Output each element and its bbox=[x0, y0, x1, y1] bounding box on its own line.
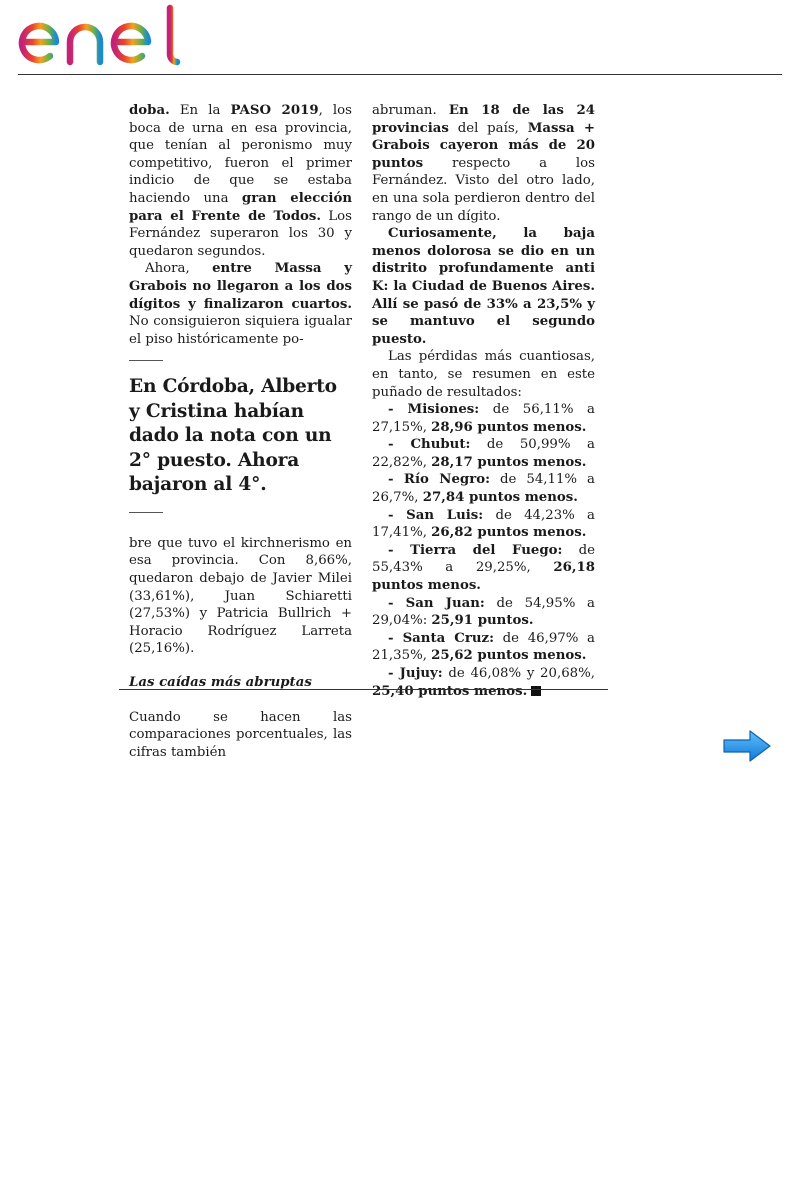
result-loss: 26,18 puntos menos. bbox=[372, 560, 595, 594]
text-run: En 18 de las 24 provincias bbox=[372, 103, 595, 136]
text-run: entre Massa y Grabois no llegaron a los dos dígitos y finalizaron cuartos. bbox=[129, 261, 352, 312]
pull-quote: En Córdoba, Alberto y Cristina habían dado la nota con un 2° puesto. Ahora bajaron al 4°. bbox=[129, 376, 337, 496]
text-run: del país, bbox=[448, 120, 528, 136]
right-paragraph-3: Las pérdidas más cuantiosas, en tanto, se resumen en este puñado de resultados: bbox=[372, 349, 595, 400]
section-subheading: Las caídas más abruptas bbox=[129, 674, 312, 690]
result-range: de 55,43% a 29,25%, bbox=[372, 542, 595, 576]
result-province: - Jujuy: bbox=[388, 666, 443, 681]
result-province: - Chubut: bbox=[388, 437, 471, 453]
result-province: - Misiones: bbox=[388, 402, 480, 418]
result-range: de 44,23% a 17,41%, bbox=[372, 507, 595, 541]
text-run: doba. bbox=[129, 103, 170, 118]
text-run: Los Fernández superaron los 30 y quedaron segundos. bbox=[129, 208, 352, 259]
result-item bbox=[372, 595, 595, 630]
results-list bbox=[372, 401, 595, 700]
result-range: de 54,11% a 26,7%, bbox=[372, 472, 595, 506]
header-divider bbox=[18, 74, 782, 75]
text-run: No consiguieron siquiera igualar el piso históricamente po- bbox=[129, 314, 352, 347]
result-province: - Río Negro: bbox=[388, 472, 490, 488]
text-run: abruman. bbox=[372, 103, 449, 118]
pullquote-top-rule bbox=[129, 360, 163, 361]
left-paragraph-2 bbox=[129, 260, 352, 348]
pullquote-bottom-rule bbox=[129, 512, 163, 513]
result-range: de 54,95% a 29,04%: bbox=[372, 595, 595, 629]
article-left-column bbox=[129, 102, 352, 761]
result-item bbox=[372, 436, 595, 471]
left-paragraph-1 bbox=[129, 102, 352, 260]
result-item bbox=[372, 665, 595, 700]
text-run: Ahora, bbox=[145, 261, 213, 277]
article-bottom-rule bbox=[119, 689, 608, 690]
result-province: - San Juan: bbox=[388, 595, 485, 611]
result-province: - Santa Cruz: bbox=[388, 630, 494, 646]
result-range: de 46,97% a 21,35%, bbox=[372, 630, 595, 664]
result-province: - San Luis: bbox=[388, 507, 484, 523]
text-run: respecto a los Fernández. Visto del otro lado, en una sola perdieron dentro del rango de un dígito. bbox=[372, 155, 595, 224]
result-range: de 50,99% a 22,82%, bbox=[372, 437, 595, 470]
text-run: PASO 2019 bbox=[230, 103, 319, 118]
result-item bbox=[372, 401, 595, 436]
right-arrow-icon[interactable] bbox=[722, 729, 772, 763]
text-run: Massa + Grabois cayeron más de 20 puntos bbox=[372, 120, 595, 171]
result-range: de 46,08% y 20,68%, bbox=[442, 666, 595, 681]
result-item bbox=[372, 630, 595, 665]
end-of-article-mark bbox=[531, 686, 541, 696]
result-range: de 56,11% a 27,15%, bbox=[372, 402, 595, 435]
text-run: En la bbox=[169, 103, 231, 118]
left-paragraph-4: Cuando se hacen las comparaciones porcentuales, las cifras también bbox=[129, 709, 352, 760]
right-paragraph-1 bbox=[372, 102, 595, 225]
result-loss: 25,91 puntos. bbox=[431, 613, 534, 629]
result-loss: 25,62 puntos menos. bbox=[431, 648, 587, 664]
left-paragraph-3: bre que tuvo el kirchnerismo en esa provincia. Con 8,66%, quedaron debajo de Javier Milei (33,61%), Juan Schiaretti (27,53%) y Patricia Bullrich + Horacio Rodríguez Larreta (25,16%). bbox=[129, 535, 352, 657]
text-run: , los boca de urna en esa provincia, que tenían al peronismo muy competitivo, fueron el primer indicio de que se estaba haciendo una bbox=[129, 103, 352, 206]
text-run: gran elección para el Frente de Todos. bbox=[129, 190, 352, 224]
article-right-column bbox=[372, 102, 595, 700]
right-paragraph-2: Curiosamente, la baja menos dolorosa se dio en un distrito profundamente anti K: la Ciudad de Buenos Aires. Allí se pasó de 33% a 23,5% y se mantuvo el segundo puesto. bbox=[372, 226, 595, 347]
result-loss: 28,17 puntos menos. bbox=[431, 454, 587, 470]
result-loss: 27,84 puntos menos. bbox=[422, 490, 578, 506]
result-item bbox=[372, 542, 595, 595]
enel-logo bbox=[16, 4, 181, 68]
result-loss: 26,82 puntos menos. bbox=[431, 525, 587, 541]
result-loss: 28,96 puntos menos. bbox=[431, 419, 587, 435]
result-item bbox=[372, 507, 595, 542]
result-province: - Tierra del Fuego: bbox=[388, 542, 563, 558]
result-item bbox=[372, 471, 595, 506]
result-loss: 25,40 puntos menos. bbox=[372, 683, 528, 699]
